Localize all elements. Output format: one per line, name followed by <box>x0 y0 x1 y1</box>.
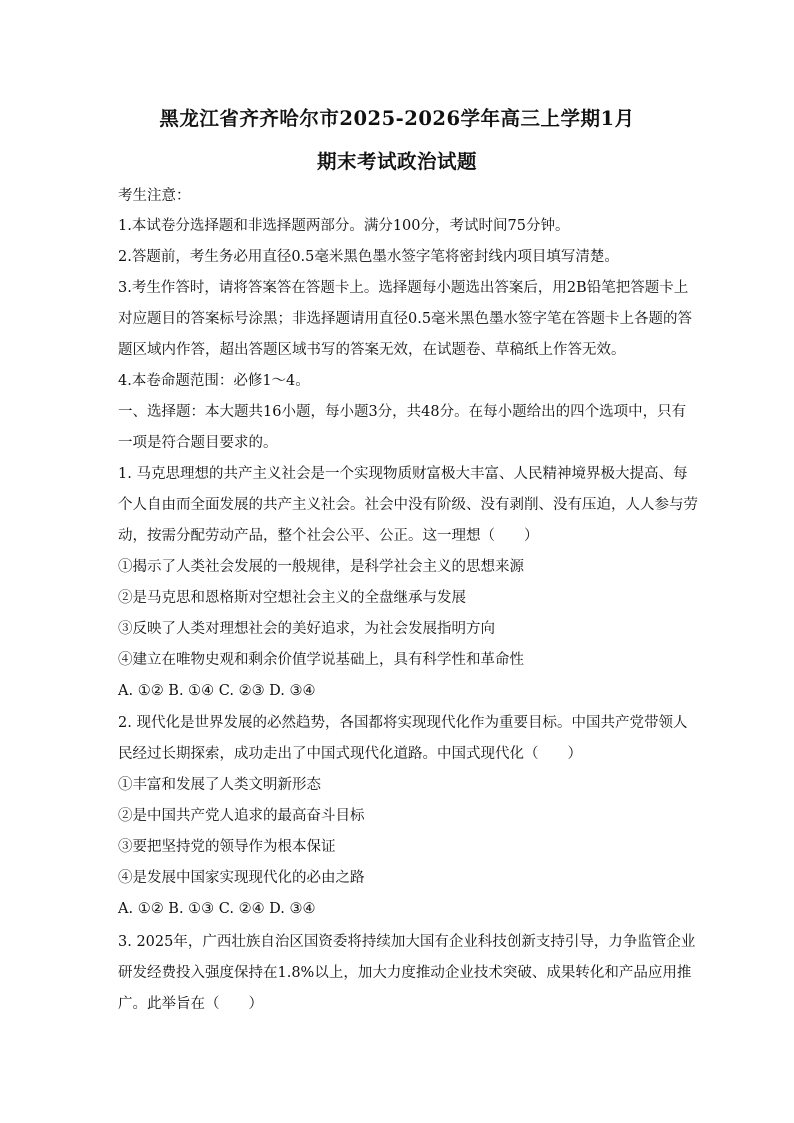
notice-item-3-cont: 题区域内作答，超出答题区域书写的答案无效，在试题卷、草稿纸上作答无效。 <box>118 342 626 358</box>
question-3-stem: 研发经费投入强度保持在1.8%以上，加大力度推动企业技术突破、成果转化和产品应用推 <box>118 965 692 981</box>
notice-item-2: 2.答题前，考生务必用直径0.5毫米黑色墨水签字笔将密封线内项目填写清楚。 <box>118 249 619 265</box>
question-2-options: A. ①② B. ①③ C. ②④ D. ③④ <box>118 901 316 917</box>
question-2-statement: ①丰富和发展了人类文明新形态 <box>118 777 321 793</box>
question-2-statement: ③要把坚持党的领导作为根本保证 <box>118 839 336 855</box>
question-1-stem: 动，按需分配劳动产品，整个社会公平、公正。这一理想（ ） <box>118 528 539 544</box>
section-heading-cont: 一项是符合题目要求的。 <box>118 435 278 451</box>
exam-title-line-1: 黑龙江省齐齐哈尔市2025-2026学年高三上学期1月 <box>159 107 635 130</box>
notice-item-3: 3.考生作答时，请将答案答在答题卡上。选择题每小题选出答案后，用2B铅笔把答题卡上 <box>118 280 689 296</box>
question-1-statement: ②是马克思和恩格斯对空想社会主义的全盘继承与发展 <box>118 590 466 606</box>
question-2-stem: 民经过长期探索，成功走出了中国式现代化道路。中国式现代化（ ） <box>118 746 582 762</box>
question-2-statement: ④是发展中国家实现现代化的必由之路 <box>118 870 365 886</box>
notice-item-3-cont: 对应题目的答案标号涂黑；非选择题请用直径0.5毫米黑色墨水签字笔在答题卡上各题的答 <box>118 311 693 327</box>
exam-title-line-2: 期末考试政治试题 <box>316 150 477 173</box>
notice-heading: 考生注意： <box>118 188 191 204</box>
question-1-statement: ①揭示了人类社会发展的一般规律，是科学社会主义的思想来源 <box>118 559 524 575</box>
notice-item-1: 1.本试卷分选择题和非选择题两部分。满分100分，考试时间75分钟。 <box>118 218 570 234</box>
question-3-stem: 广。此举旨在（ ） <box>118 996 263 1012</box>
question-2-stem: 2. 现代化是世界发展的必然趋势，各国都将实现现代化作为重要目标。中国共产党带领人 <box>118 715 688 731</box>
question-1-statement: ③反映了人类对理想社会的美好追求，为社会发展指明方向 <box>118 621 495 637</box>
section-heading: 一、选择题：本大题共16小题，每小题3分，共48分。在每小题给出的四个选项中，只有 <box>118 404 687 420</box>
question-1-stem: 1. 马克思理想的共产主义社会是一个实现物质财富极大丰富、人民精神境界极大提高、每 <box>118 466 688 482</box>
question-1-stem: 个人自由而全面发展的共产主义社会。社会中没有阶级、没有剥削、没有压迫，人人参与劳 <box>118 497 698 513</box>
question-3-stem: 3. 2025年，广西壮族自治区国资委将持续加大国有企业科技创新支持引导，力争监管企业 <box>118 934 696 950</box>
notice-item-4: 4.本卷命题范围：必修1～4。 <box>118 373 310 389</box>
question-1-options: A. ①② B. ①④ C. ②③ D. ③④ <box>118 683 316 699</box>
question-1-statement: ④建立在唯物史观和剩余价值学说基础上，具有科学性和革命性 <box>118 652 524 668</box>
question-2-statement: ②是中国共产党人追求的最高奋斗目标 <box>118 808 365 824</box>
